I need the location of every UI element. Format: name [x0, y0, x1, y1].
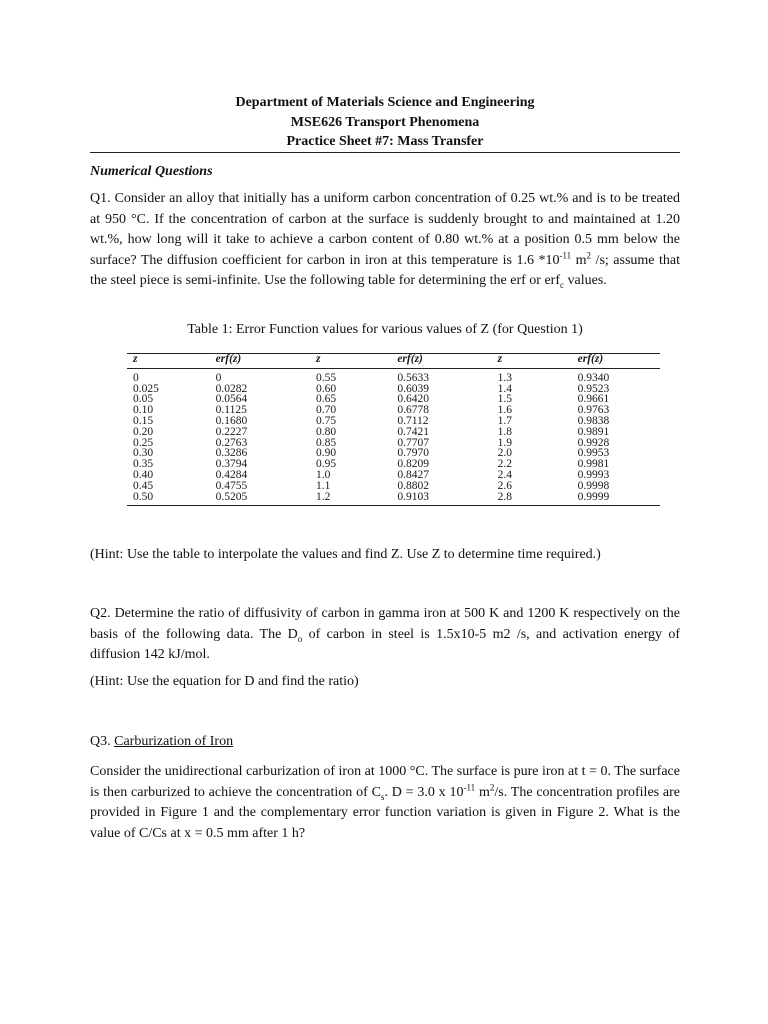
- table-cell: 0.9993: [577, 468, 610, 481]
- table-header: z: [316, 353, 321, 365]
- question-3: [90, 762, 680, 844]
- question-1: [90, 189, 680, 292]
- department-title: Department of Materials Science and Engineering: [235, 95, 535, 110]
- table-cell: 0.55: [316, 371, 337, 384]
- table-cell: 0.9998: [577, 479, 610, 492]
- table-row: [127, 368, 660, 383]
- table-cell: 0.85: [316, 436, 337, 449]
- table-cell: 0.95: [316, 458, 337, 471]
- table-cell: 0.7112: [397, 414, 429, 427]
- table-cell: 0.9981: [577, 458, 610, 471]
- table-cell: 0.3794: [215, 458, 248, 471]
- table-cell: 1.7: [497, 414, 513, 427]
- hint-1: (Hint: Use the table to interpolate the values and find Z. Use Z to determine time required.): [90, 547, 601, 562]
- table-cell: 0.9999: [577, 490, 610, 503]
- table-cell: 0.45: [133, 479, 154, 492]
- table-cell: 0.4755: [215, 479, 248, 492]
- table-cell: 0.2227: [215, 425, 248, 438]
- table-header: erf(z): [215, 353, 242, 365]
- q1-text-d: values.: [564, 273, 607, 288]
- table-cell: 0.30: [133, 447, 154, 460]
- table-header: z: [497, 353, 503, 365]
- table-cell: 1.6: [497, 404, 513, 417]
- table-cell: 0.6420: [397, 393, 429, 406]
- q1-text-a: Q1. Consider an alloy that initially has a uniform carbon concentration of 0.25 wt.% and is to be treated at 950 °C. If the concentration of carbon at the surface is suddenly brought to and maintained at 1.20 wt.%, how long will it take to achieve a carbon content of 0.80 wt.% at a position 0.5 mm below the surface? The diffusion coefficient for carbon in iron at this temperature is 1.6 *10: [90, 191, 680, 268]
- q2-subscript: o: [297, 633, 303, 644]
- table-cell: 0.9661: [577, 393, 610, 406]
- hint-2: (Hint: Use the equation for D and find the ratio): [90, 674, 359, 689]
- table-header: erf(z): [577, 353, 604, 365]
- table-cell: 0.90: [316, 447, 337, 460]
- table-cell: 2.2: [497, 458, 513, 471]
- q1-text-b: m: [571, 252, 587, 268]
- table-cell: 1.5: [497, 393, 513, 406]
- q1-subscript: c: [560, 279, 565, 290]
- q3-exponent-2: 2: [489, 781, 495, 792]
- table-cell: 0.6039: [397, 382, 429, 395]
- table-cell: 0.7970: [397, 447, 429, 460]
- table-cell: 1.2: [316, 490, 331, 503]
- table-cell: 0.25: [133, 436, 154, 449]
- table-cell: 0.6778: [397, 404, 429, 417]
- table-cell: 0.15: [133, 414, 154, 427]
- table-cell: 0.3286: [215, 447, 248, 460]
- q3-exponent-1: -11: [463, 781, 476, 792]
- q2-text-a: Q2. Determine the ratio of diffusivity of carbon in gamma iron at 500 K and 1200 K respectively on the basis of the following data. The D: [90, 606, 680, 642]
- table-cell: 0.9103: [397, 490, 429, 503]
- document-header: [90, 93, 680, 152]
- table-row: [127, 492, 660, 506]
- table-cell: 0.8802: [397, 479, 429, 492]
- table-cell: 0.9523: [577, 382, 610, 395]
- sheet-title: Practice Sheet #7: Mass Transfer: [286, 134, 484, 149]
- q1-exponent-1: -11: [559, 249, 572, 260]
- q3-text-c: m: [475, 784, 490, 800]
- table-cell: 0.65: [316, 393, 337, 406]
- table-cell: 1.4: [497, 382, 513, 395]
- question-2: [90, 604, 680, 666]
- table-header: z: [133, 353, 138, 365]
- table-row: [127, 427, 660, 438]
- table-cell: 0.9340: [577, 371, 610, 384]
- error-function-table: [127, 353, 660, 528]
- table-cell: 0.75: [316, 414, 337, 427]
- table-cell: 0.5633: [397, 371, 429, 384]
- table-cell: 0.9838: [577, 414, 610, 427]
- table-cell: 0.9891: [577, 425, 610, 438]
- table-cell: 2.6: [497, 479, 513, 492]
- table-cell: 0.40: [133, 468, 154, 481]
- q3-text-a: Consider the unidirectional carburization of iron at 1000 °C. The surface is pure iron at t = 0. The surface is then carburized to achieve the concentration of C: [90, 764, 680, 800]
- table-cell: 0.9928: [577, 436, 610, 449]
- table-header-row: [127, 354, 660, 369]
- q3-title: Carburization of Iron: [114, 734, 234, 749]
- q1-text-c: /s; assume that the steel piece is semi-infinite. Use the following table for determining the erf or erf: [90, 252, 680, 288]
- header-divider: [90, 152, 680, 153]
- table-cell: 0.2763: [215, 436, 248, 449]
- table-cell: 0.5205: [215, 490, 248, 503]
- table-cell: 0.025: [133, 382, 159, 395]
- table-cell: 0.8209: [397, 458, 429, 471]
- table-cell: 1.0: [316, 468, 331, 481]
- q3-label: Q3.: [90, 734, 115, 749]
- table-cell: 0.7421: [397, 425, 429, 438]
- table-row: [127, 481, 660, 492]
- table-cell: 0.0564: [215, 393, 248, 406]
- table-cell: 0.9953: [577, 447, 610, 460]
- q3-subscript: s: [380, 791, 385, 802]
- table-cell: 0.1125: [215, 404, 247, 417]
- table-cell: 0.7707: [397, 436, 429, 449]
- table-cell: 0.10: [133, 404, 154, 417]
- table-cell: 0.60: [316, 382, 337, 395]
- table-cell: 0.80: [316, 425, 337, 438]
- section-title: Numerical Questions: [90, 164, 213, 179]
- q2-text-b: of carbon in steel is 1.5x10-5 m2 /s, and activation energy of diffusion 142 kJ/mol.: [90, 626, 681, 662]
- table-cell: 0.1680: [215, 414, 248, 427]
- table-cell: 2.0: [497, 447, 513, 460]
- table-cell: 0.05: [133, 393, 154, 406]
- table-cell: 0.70: [316, 404, 337, 417]
- table-header: erf(z): [397, 353, 423, 365]
- table-cell: 0.4284: [215, 468, 248, 481]
- question-3-heading: [90, 732, 680, 753]
- q3-text-d: /s. The concentration profiles are provided in Figure 1 and the complementary error function variation is given in Figure 2. What is the value of C/Cs at x = 0.5 mm after 1 h?: [90, 784, 681, 841]
- table-cell: 1.3: [497, 371, 513, 384]
- table-cell: 0.35: [133, 458, 154, 471]
- table-cell: 0: [133, 371, 139, 384]
- table-cell: 2.8: [497, 490, 513, 503]
- table-cell: 2.4: [497, 468, 513, 481]
- q1-exponent-2: 2: [586, 249, 592, 260]
- course-title: MSE626 Transport Phenomena: [290, 114, 480, 130]
- table-cell: 0: [215, 371, 222, 384]
- q3-text-b: . D = 3.0 x 10: [384, 784, 464, 800]
- table-cell: 0.50: [133, 490, 154, 503]
- table-caption: Table 1: Error Function values for various values of Z (for Question 1): [187, 322, 583, 337]
- table-cell: 1.9: [497, 436, 513, 449]
- table-cell: 0.8427: [397, 468, 429, 481]
- table-cell: 0.9763: [577, 404, 610, 417]
- table-cell: 0.0282: [215, 382, 248, 395]
- table-cell: 1.1: [316, 479, 331, 492]
- table-cell: 0.20: [133, 425, 154, 438]
- table-cell: 1.8: [497, 425, 513, 438]
